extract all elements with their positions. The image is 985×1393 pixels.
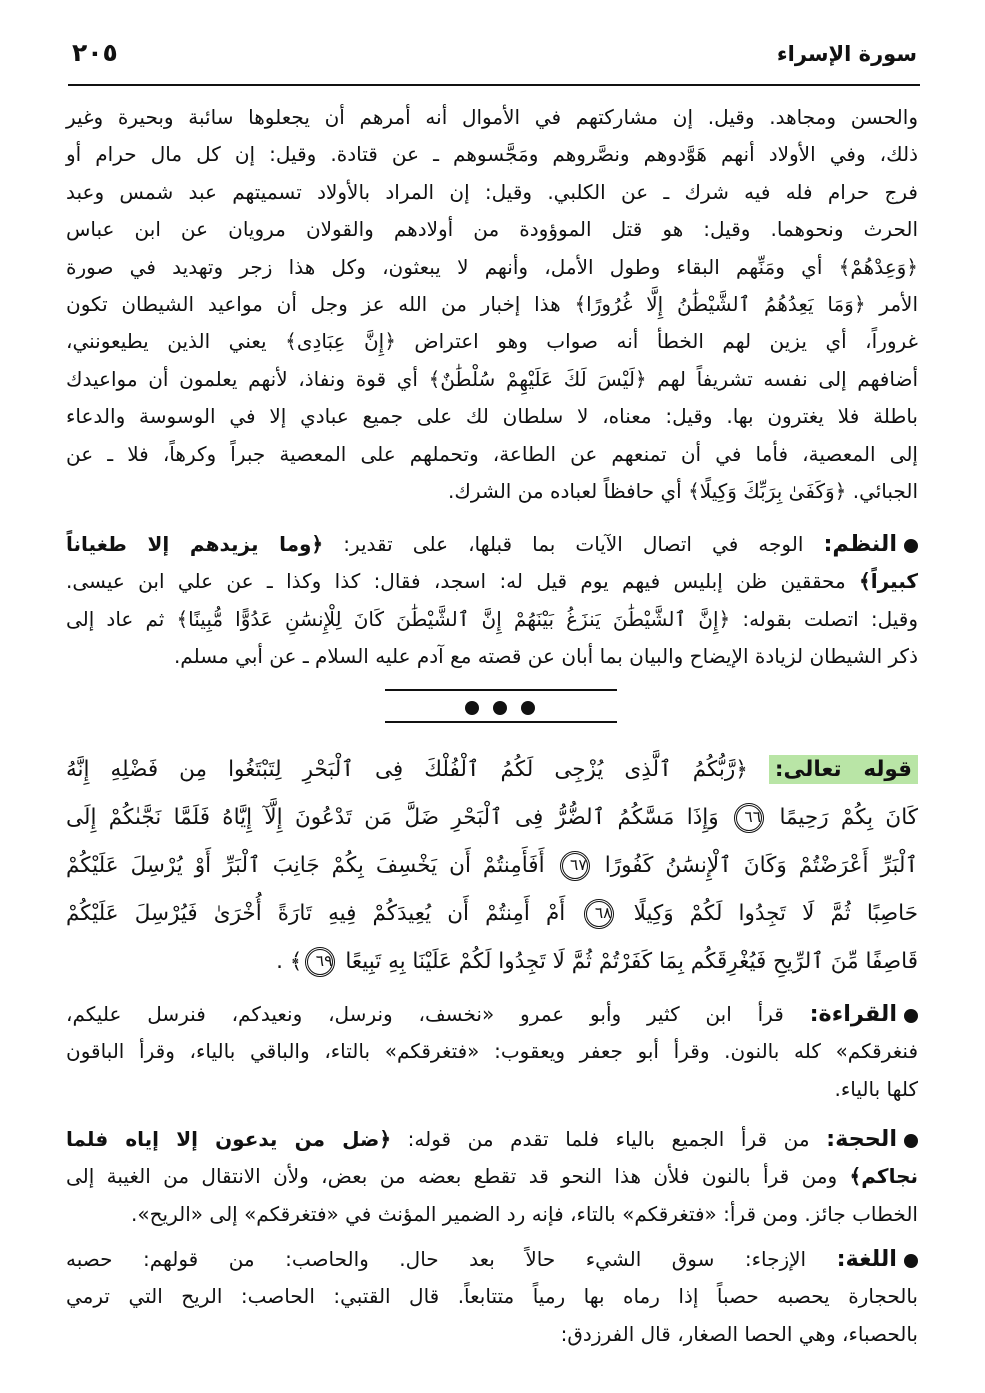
separator-dot-icon — [493, 701, 507, 715]
qiraa-text: قرأ ابن كثير وأبو عمرو «نخسف، ونرسل، ونعيدكم، فنرسل عليكم، — [66, 1002, 784, 1026]
qiraa-section — [66, 996, 918, 1108]
lugha-line: بالحصباء، وهي الحصا الصغار، قال الفرزدق: — [560, 1321, 918, 1346]
verse-line — [66, 746, 918, 794]
hujja-section — [66, 1121, 918, 1233]
commentary-line: الأمر ﴿وَمَا يَعِدُهُمُ ٱلشَّيْطَٰنُ إِلَّا غُرُورًا﴾ هذا إخبار من الله عز وجل أن مواعيد الشيطان تكون — [66, 292, 918, 317]
hujja-line — [66, 1121, 918, 1158]
verse-number-badge: ٦٩ — [305, 947, 335, 977]
verse-number-badge: ٦٨ — [584, 899, 614, 929]
hujja-quote: نجاكم﴾ — [849, 1164, 918, 1189]
surah-title: سورة الإسراء — [776, 42, 917, 66]
hujja-quote: ﴿ضل من يدعون إلا إياه فلما — [66, 1127, 392, 1151]
qiraa-line: كلها بالياء. — [834, 1076, 918, 1101]
commentary-line: ذلك، وفي الأولاد أنهم هَوَّدوهم ونصَّروهم ومَجَّسوهم ـ عن قتادة. وقيل: إن كل مال حرام أو — [66, 142, 918, 167]
verse-number-badge: ٦٧ — [560, 851, 590, 881]
qiraa-line — [66, 996, 918, 1033]
commentary-line: أضافهم إلى نفسه تشريفاً لهم ﴿لَيْسَ لَكَ عَلَيْهِمْ سُلْطَٰنٌ﴾ أي قوة ونفاذ، لأنهم يعلمون أن مواعيدك — [66, 366, 918, 391]
verse-number-badge: ٦٦ — [734, 803, 764, 833]
bullet-icon — [904, 1009, 918, 1023]
commentary-paragraph — [66, 99, 918, 510]
nazm-line — [66, 526, 918, 563]
separator-dot-icon — [521, 701, 535, 715]
verse-text: ٱلْبَرِّ أَعْرَضْتُمْ وَكَانَ ٱلْإِنسَٰنُ كَفُورًا — [604, 853, 918, 878]
verse-section — [66, 746, 918, 986]
header-rule — [68, 84, 920, 86]
lugha-section — [66, 1241, 918, 1353]
nazm-line — [66, 563, 918, 600]
section-label-hujja: الحجة: — [826, 1126, 898, 1152]
bullet-icon — [904, 1254, 918, 1268]
bullet-icon — [904, 1134, 918, 1148]
verse-line — [66, 890, 918, 938]
verse-line — [66, 938, 918, 986]
lugha-text: الإزجاء: سوق الشيء حالاً بعد حال. والحاصب: من قولهم: حصبه — [66, 1247, 807, 1271]
nazm-text: محققين ظن إبليس فيهم يوم قيل له: اسجد، فقال: كذا وكذا ـ عن علي ابن عيسى. — [66, 569, 846, 594]
commentary-line: ﴿وَعِدْهُمْ﴾ أي ومَنِّهم البقاء وطول الأمل، وأنهم لا يبعثون، وكل هذا زجر وتهديد في صورة — [66, 254, 918, 279]
hujja-line: الخطاب جائز. ومن قرأ: «فتغرقكم» بالتاء، فإنه رد الضمير المؤنث في «فتغرقكم» إلى «الريح». — [131, 1201, 918, 1226]
commentary-line: إلى المعصية، فأما في أن تمنعهم عن الطاعة، وتحملهم على المعصية جبراً وكرهاً، فلا ـ عن — [66, 441, 918, 466]
verse-text: حَاصِبًا ثُمَّ لَا تَجِدُوا لَكُمْ وَكِيلًا — [633, 901, 918, 926]
commentary-line: غروراً، أي يزين لهم الخطأ أنه صواب وهو اعتراض ﴿إِنَّ عِبَادِى﴾ يعني الذين يطيعونني، — [66, 329, 918, 354]
nazm-line: ذكر الشيطان لزيادة الإيضاح والبيان بما أبان عن قصته مع آدم عليه السلام ـ عن أبي مسلم. — [173, 644, 918, 669]
verse-label: قوله تعالى: — [769, 755, 918, 784]
commentary-line: الجبائي. ﴿وَكَفَىٰ بِرَبِّكَ وَكِيلًا﴾ أي حافظاً لعباده من الشرك. — [447, 479, 918, 504]
nazm-text: الوجه في اتصال الآيات بما قبلها، على تقدير: — [343, 532, 804, 556]
lugha-line: بالحجارة يحصبه حصباً إذا رماه بها رمياً متتابعاً. قال القتبي: الحاصب: الريح التي ترمي — [66, 1284, 918, 1309]
verse-text: ﴾ . — [276, 949, 303, 974]
nazm-line: وقيل: اتصلت بقوله: ﴿إِنَّ ٱلشَّيْطَٰنَ يَنزَغُ بَيْنَهُمْ إِنَّ ٱلشَّيْطَٰنَ كَانَ لِلْإِنسَٰنِ عَدُوًّا مُّبِينًا﴾ ثم عاد إلى — [66, 606, 918, 631]
nazm-quote: ﴿وما يزيدهم إلا طغياناً — [66, 532, 324, 556]
commentary-line: فرج حرام فله فيه شرك ـ عن الكلبي. وقيل: إن المراد بالأولاد تسميتهم عبد شمس وعبد — [66, 179, 918, 204]
section-label-lugha: اللغة: — [836, 1246, 897, 1272]
verse-text: قَاصِفًا مِّنَ ٱلرِّيحِ فَيُغْرِقَكُم بِمَا كَفَرْتُمْ ثُمَّ لَا تَجِدُوا لَكُمْ عَلَيْنَا بِهِ تَبِيعًا — [345, 949, 918, 974]
separator-rule-bottom — [385, 721, 617, 723]
verse-text: كَانَ بِكُمْ رَحِيمًا — [779, 805, 918, 830]
section-label-nazm: النظم: — [823, 531, 898, 557]
verse-line — [66, 794, 918, 842]
verse-text: وَإِذَا مَسَّكُمُ ٱلضُّرُّ فِى ٱلْبَحْرِ ضَلَّ مَن تَدْعُونَ إِلَّآ إِيَّاهُ فَلَمَّا نَجَّىٰكُمْ إِلَى — [66, 805, 719, 830]
lugha-line — [66, 1241, 918, 1278]
verse-text: ﴿رَّبُّكُمُ ٱلَّذِى يُزْجِى لَكُمُ ٱلْفُلْكَ فِى ٱلْبَحْرِ لِتَبْتَغُوا مِن فَضْلِهِ إِنَّهُ — [66, 757, 748, 782]
qiraa-line: فنغرقكم» كله بالنون. وقرأ أبو جعفر ويعقوب: «فتغرقكم» بالتاء، والباقي بالياء، وقرأ الباقون — [66, 1039, 918, 1064]
nazm-section — [66, 526, 918, 676]
hujja-text: ومن قرأ بالنون فلأن هذا النحو قد تقطع بعضه من بعض، ولأن الانتقال من الغيبة إلى — [66, 1164, 838, 1189]
bullet-icon — [904, 539, 918, 553]
section-label-qiraa: القراءة: — [809, 1001, 898, 1027]
verse-text: أَمْ أَمِنتُمْ أَن يُعِيدَكُمْ فِيهِ تَارَةً أُخْرَىٰ فَيُرْسِلَ عَلَيْكُمْ — [66, 901, 566, 926]
nazm-quote: كبيراً﴾ — [859, 569, 919, 594]
commentary-line: الحرث ونحوهما. وقيل: هو قتل الموؤودة من أولادهم والقولان مرويان عن ابن عباس — [66, 217, 918, 242]
hujja-text: من قرأ الجميع بالياء فلما تقدم من قوله: — [407, 1127, 810, 1151]
commentary-line: باطلة فلا يغترون بها. وقيل: معناه، لا سلطان لك على جميع عبادي إلا في الوسوسة والدعاء — [66, 404, 918, 429]
commentary-line: والحسن ومجاهد. وقيل. إن مشاركتهم في الأموال أنه أمرهم أن يجعلوها سائبة وبحيرة وغير — [66, 105, 918, 129]
separator-dot-icon — [465, 701, 479, 715]
hujja-line — [66, 1158, 918, 1195]
separator-rule-top — [385, 689, 617, 691]
page-number: ٢٠٥ — [72, 38, 118, 67]
verse-text: أَفَأَمِنتُمْ أَن يَخْسِفَ بِكُمْ جَانِبَ ٱلْبَرِّ أَوْ يُرْسِلَ عَلَيْكُمْ — [66, 853, 545, 878]
verse-line — [66, 842, 918, 890]
